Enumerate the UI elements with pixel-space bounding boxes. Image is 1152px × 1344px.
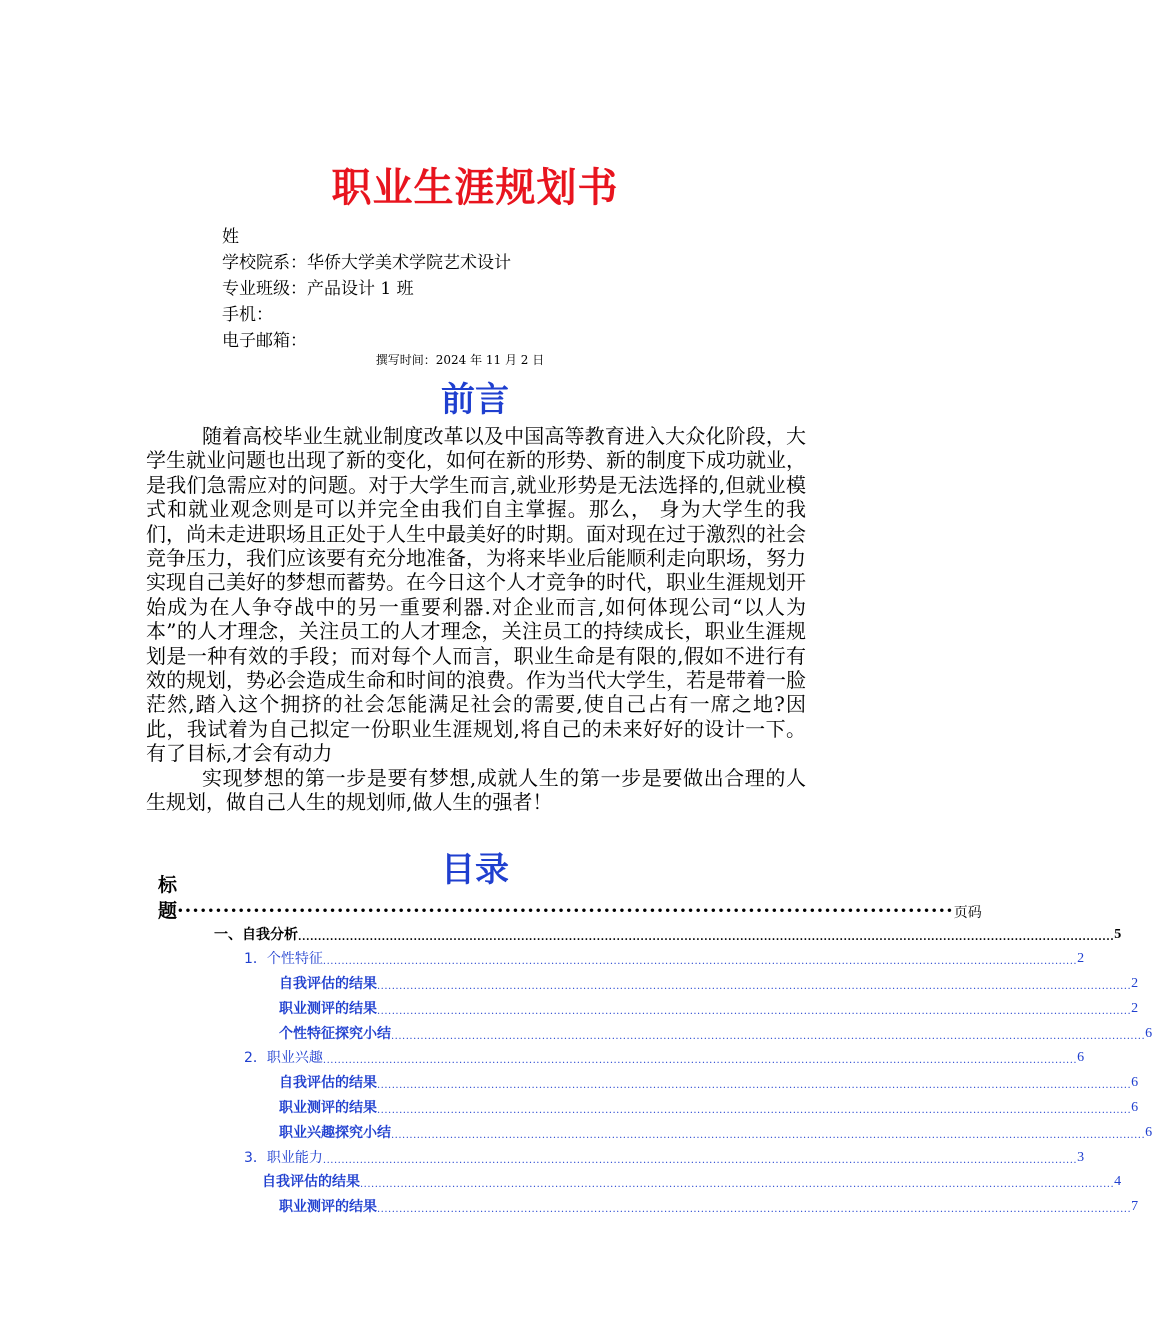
- toc-title-label: 标题: [158, 874, 178, 922]
- toc-entry-page: 4: [1114, 1174, 1122, 1189]
- toc-entry[interactable]: [279, 1023, 1152, 1045]
- toc-entry-label: 1．个性特征: [244, 951, 323, 967]
- personal-info-block: [222, 224, 511, 354]
- name-label: 姓: [222, 227, 239, 247]
- toc-entry-label: 自我评估的结果: [279, 976, 377, 992]
- document-title: 职业生涯规划书: [331, 165, 619, 211]
- toc-entry-label: 自我评估的结果: [279, 1075, 377, 1091]
- toc-entry-page: 6: [1145, 1026, 1152, 1041]
- toc-entry[interactable]: [244, 1047, 1085, 1069]
- toc-leader-dots: .............................................................................................................................................................................................................: [360, 1179, 1115, 1190]
- toc-leader-dots: .............................................................................................................................................................................................................: [322, 1055, 1078, 1066]
- toc-entry[interactable]: [279, 998, 1139, 1020]
- toc-entry-label: 职业测评的结果: [279, 1199, 377, 1215]
- school-line: 学校院系：华侨大学美术学院艺术设计: [222, 253, 511, 273]
- toc-entry-page: 6: [1077, 1050, 1085, 1065]
- toc-page-label: 页码: [953, 905, 982, 921]
- toc-leader-dots: .............................................................................................................................................................................................................: [391, 1031, 1146, 1042]
- preface-body: [146, 424, 806, 815]
- toc-leader-dots: .............................................................................................................................................................................................................: [377, 981, 1132, 992]
- date-line: 撰写时间：2024 年 11 月 2 日: [375, 353, 545, 367]
- toc-entry-page: 6: [1131, 1075, 1139, 1090]
- phone-label: 手机：: [222, 305, 273, 325]
- toc-entry-page: 6: [1131, 1100, 1139, 1115]
- toc-leader-dots: .............................................................................................................................................................................................................: [322, 956, 1078, 967]
- preface-paragraph-1: 随着高校毕业生就业制度改革以及中国高等教育进入大众化阶段，大学生就业问题也出现了新的变化，如何在新的形势、新的制度下成功就业，是我们急需应对的问题。对于大学生而言,就业形势是无法选择的,但就业模式和就业观念则是可以并完全由我们自主掌握。那么， 身为大学生的我们，尚未走进职场且正处于人生中最美好的时期。面对现在过于激烈的社会竞争压力，我们应该要有充分地准备，为将来毕业后能顺利走向职场，努力实现自己美好的梦想而蓄势。在今日这个人才竞争的时代，职业生涯规划开始成为在人争夺战中的另一重要利器.对企业而言,如何体现公司“以人为本”的人才理念，关注员工的人才理念，关注员工的持续成长，职业生涯规划是一种有效的手段；而对每个人而言，职业生命是有限的,假如不进行有效的规划，势必会造成生命和时间的浪费。作为当代大学生，若是带着一脸茫然,踏入这个拥挤的社会怎能满足社会的需要,使自己占有一席之地?因此，我试着为自己拟定一份职业生涯规划,将自己的未来好好的设计一下。有了目标,才会有动力: [146, 424, 806, 766]
- toc-header-row: [158, 874, 982, 924]
- toc-entry[interactable]: [279, 1196, 1139, 1218]
- toc-entry-page: 7: [1131, 1199, 1139, 1214]
- toc-entry-label: 个性特征探究小结: [279, 1026, 391, 1042]
- toc-entry-label: 2．职业兴趣: [244, 1050, 323, 1066]
- toc-entry[interactable]: [279, 1097, 1139, 1119]
- toc-leader-dots: .............................................................................................................................................................................................................: [377, 1105, 1132, 1116]
- toc-entry[interactable]: [279, 973, 1139, 995]
- toc-leader-dots: .............................................................................................................................................................................................................: [377, 1204, 1132, 1215]
- toc-leader-dots: .............................................................................................................................................................................................................: [377, 1006, 1132, 1017]
- class-line: 专业班级：产品设计 1 班: [222, 279, 414, 299]
- toc-entry-page: 5: [1114, 927, 1122, 942]
- toc-entry-page: 2: [1131, 976, 1139, 991]
- toc-entry-label: 3．职业能力: [244, 1150, 323, 1166]
- toc-entry[interactable]: [262, 1171, 1122, 1193]
- toc-entry-label: 职业兴趣探究小结: [279, 1125, 391, 1141]
- toc-entry[interactable]: [279, 1122, 1152, 1144]
- toc-leader-dots: ······································································································: [177, 900, 954, 922]
- toc-heading: 目录: [441, 850, 509, 890]
- toc-entry[interactable]: [244, 948, 1085, 970]
- toc-entry-label: 职业测评的结果: [279, 1001, 377, 1017]
- toc-entry-page: 3: [1077, 1150, 1085, 1165]
- toc-entry[interactable]: [279, 1072, 1139, 1094]
- toc-entry-page: 2: [1077, 951, 1085, 966]
- toc-entry-label: 职业测评的结果: [279, 1100, 377, 1116]
- toc-entry-label: 自我评估的结果: [262, 1174, 360, 1190]
- preface-heading: 前言: [441, 380, 509, 420]
- email-label: 电子邮箱：: [222, 331, 307, 351]
- toc-entry[interactable]: [244, 1147, 1085, 1169]
- toc-leader-dots: .............................................................................................................................................................................................................: [322, 1155, 1078, 1166]
- toc-entry-label: 一、自我分析: [214, 927, 298, 943]
- toc-entry[interactable]: [214, 924, 1122, 946]
- toc-entry-page: 6: [1145, 1125, 1152, 1140]
- preface-paragraph-2: 实现梦想的第一步是要有梦想,成就人生的第一步是要做出合理的人生规划，做自己人生的规划师,做人生的强者！: [146, 765, 806, 815]
- toc-leader-dots: .............................................................................................................................................................................................................: [298, 932, 1115, 943]
- toc-entry-page: 2: [1131, 1001, 1139, 1016]
- toc-leader-dots: .............................................................................................................................................................................................................: [377, 1080, 1132, 1091]
- toc-leader-dots: .............................................................................................................................................................................................................: [391, 1130, 1146, 1141]
